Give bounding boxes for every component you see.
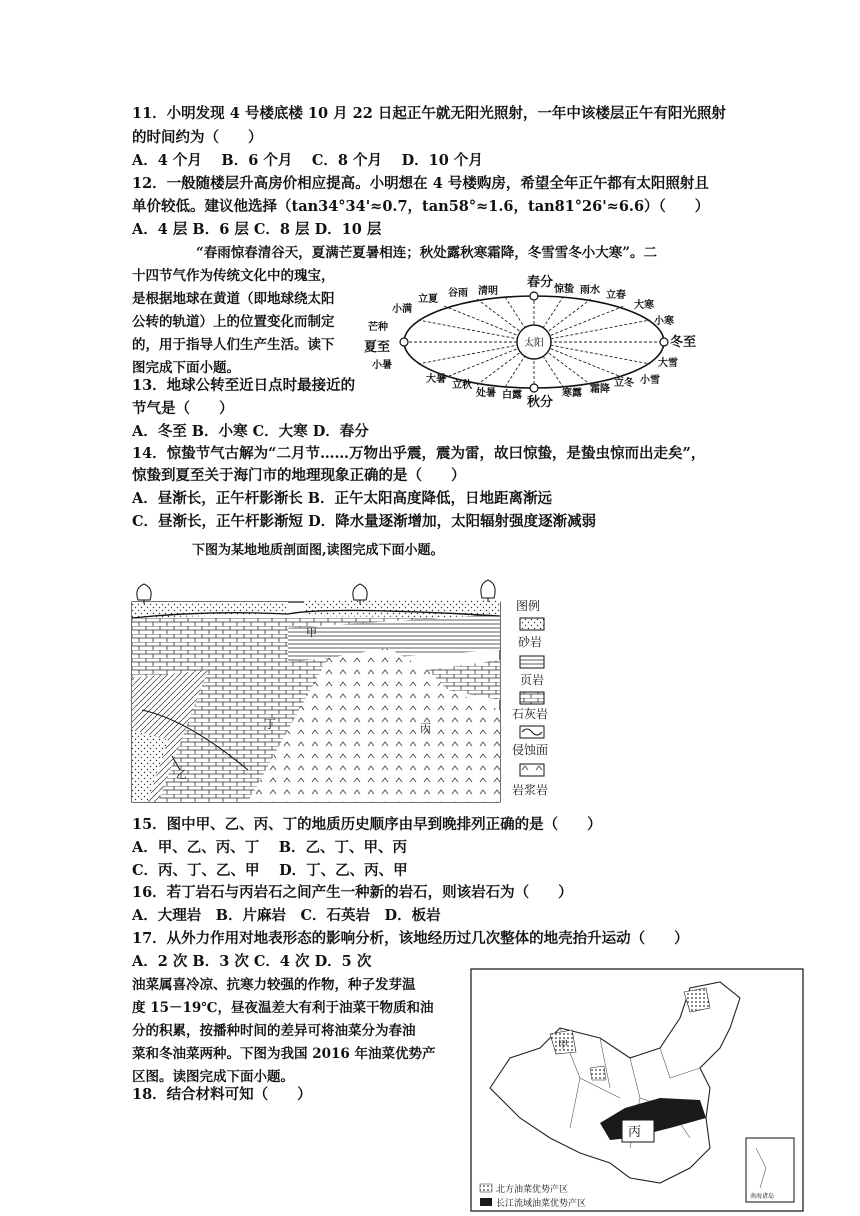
term-xiazhi: 夏至 [364, 340, 391, 355]
q12-line1: 12．一般随楼层升高房价相应提高。小明想在 4 号楼购房，希望全年正午都有太阳照射且 [132, 175, 709, 192]
solar-terms-diagram [362, 270, 707, 410]
geo-legend-title: 图例 [516, 599, 541, 613]
term-bailu: 白露 [502, 390, 522, 401]
term-dahan: 大寒 [634, 300, 654, 311]
term-xiaoshu: 小暑 [372, 360, 392, 371]
solar-intro-line1: “春雨惊春清谷天，夏满芒夏暑相连；秋处露秋寒霜降，冬雪雪冬小大寒”。二 [196, 245, 658, 261]
geo-legend-magma: 岩浆岩 [512, 783, 549, 797]
q16-options: A．大理岩 B．片麻岩 C．石英岩 D．板岩 [132, 907, 441, 924]
term-lidong: 立冬 [614, 378, 634, 389]
sun-label: 太阳 [524, 338, 544, 349]
q13-line1: 13．地球公转至近日点时最接近的 [132, 377, 356, 394]
china-rapeseed-map [470, 968, 806, 1214]
rapeseed-line4: 菜和冬油菜两种。下图为我国 2016 年油菜优势产 [132, 1046, 436, 1062]
q12-options: A．4 层 B．6 层 C．8 层 D．10 层 [132, 221, 382, 238]
geo-label-yi: 乙 [176, 768, 187, 781]
term-guyu: 谷雨 [448, 288, 468, 299]
term-chunfen: 春分 [527, 275, 554, 290]
q13-line2: 节气是（ ） [132, 400, 234, 417]
term-qingming: 清明 [478, 286, 498, 297]
term-lichun: 立春 [606, 290, 626, 301]
term-liqiu: 立秋 [452, 380, 472, 391]
q14-options2: C．昼渐长，正午杆影渐短 D．降水量逐渐增加，太阳辐射强度逐渐减弱 [132, 513, 597, 530]
solar-intro-line3: 是根据地球在黄道（即地球绕太阳 [132, 291, 335, 307]
map-legend-north: 北方油菜优势产区 [496, 1185, 569, 1195]
rapeseed-line2: 度 15－19℃，昼夜温差大有利于油菜干物质和油 [132, 1000, 434, 1016]
q15-options2: C．丙、丁、乙、甲 D．丁、乙、丙、甲 [132, 862, 408, 879]
geologic-section-diagram [128, 570, 558, 810]
geo-label-jia: 甲 [306, 626, 317, 639]
q14-line2: 惊蛰到夏至关于海门市的地理现象正确的是（ ） [132, 467, 466, 484]
q11-options: A．4 个月 B．6 个月 C．8 个月 D．10 个月 [132, 152, 483, 169]
term-lixia: 立夏 [418, 294, 438, 305]
term-qiufen: 秋分 [527, 395, 554, 410]
rapeseed-line1: 油菜属喜冷凉、抗寒力较强的作物，种子发芽温 [132, 977, 416, 993]
q13-options: A．冬至 B．小寒 C．大寒 D．春分 [132, 423, 369, 440]
q11-line1: 11．小明发现 4 号楼底楼 10 月 22 日起正午就无阳光照射，一年中该楼层正午有阳光照射 [132, 105, 726, 122]
map-legend-yangtze: 长江流域油菜优势产区 [496, 1199, 587, 1209]
q15-line1: 15．图中甲、乙、丙、丁的地质历史顺序由早到晚排列正确的是（ ） [132, 816, 602, 833]
geo-label-bing: 丙 [420, 722, 431, 735]
q14-options1: A．昼渐长，正午杆影渐长 B．正午太阳高度降低，日地距离渐远 [132, 490, 553, 507]
q12-line2: 单价较低。建议他选择（tan34°34'≈0.7，tan58°≈1.6，tan81°26'≈6.6）（ ） [132, 198, 710, 215]
solar-intro-line5: 的，用于指导人们生产生活。读下 [132, 337, 335, 353]
geo-label-ding: 丁 [264, 717, 277, 731]
q14-line1: 14．惊蛰节气古解为“二月节……万物出乎震，震为雷，故曰惊蛰，是蛰虫惊而出走矣”， [132, 445, 706, 462]
term-dashu: 大暑 [426, 374, 446, 385]
geo-legend-sandstone: 砂岩 [518, 635, 543, 649]
term-shuangjiang: 霜降 [590, 384, 610, 395]
term-xiaoxue: 小雪 [640, 375, 660, 386]
term-xiaohan: 小寒 [654, 316, 674, 327]
rapeseed-line5: 区图。读图完成下面小题。 [132, 1069, 294, 1085]
term-xiaoman: 小满 [392, 304, 412, 315]
solar-intro-line4: 公转的轨道）上的位置变化而制定 [132, 314, 335, 330]
map-inset-label: 南海诸岛 [750, 1193, 775, 1200]
geo-legend-shale: 页岩 [520, 673, 545, 687]
term-mangzhong: 芒种 [368, 322, 388, 333]
term-chushu: 处暑 [476, 388, 496, 399]
term-yushui: 雨水 [580, 285, 600, 296]
q15-options1: A．甲、乙、丙、丁 B．乙、丁、甲、丙 [132, 839, 408, 856]
q17-line1: 17．从外力作用对地表形态的影响分析，该地经历过几次整体的地壳抬升运动（ ） [132, 930, 689, 947]
q18-line1: 18．结合材料可知（ ） [132, 1086, 312, 1103]
map-label-bing: 丙 [628, 1125, 642, 1140]
term-hanlu: 寒露 [562, 388, 582, 399]
map-label-jia: 甲 [558, 1040, 568, 1051]
term-dongzhi: 冬至 [670, 335, 697, 350]
solar-intro-line2: 十四节气作为传统文化中的瑰宝， [132, 268, 335, 284]
solar-intro-line6: 图完成下面小题。 [132, 360, 240, 376]
geo-legend-erosion: 侵蚀面 [512, 743, 549, 757]
term-daxue: 大雪 [658, 358, 678, 369]
term-jingzhe: 惊蛰 [554, 284, 574, 295]
q11-line2: 的时间约为（ ） [132, 129, 263, 146]
geo-legend-limestone: 石灰岩 [512, 707, 549, 721]
rapeseed-line3: 分的积累，按播种时间的差异可将油菜分为春油 [132, 1023, 416, 1039]
q17-options: A．2 次 B．3 次 C．4 次 D．5 次 [132, 953, 372, 970]
geo-intro: 下图为某地地质剖面图,读图完成下面小题。 [192, 543, 444, 558]
q16-line1: 16．若丁岩石与丙岩石之间产生一种新的岩石，则该岩石为（ ） [132, 884, 573, 901]
